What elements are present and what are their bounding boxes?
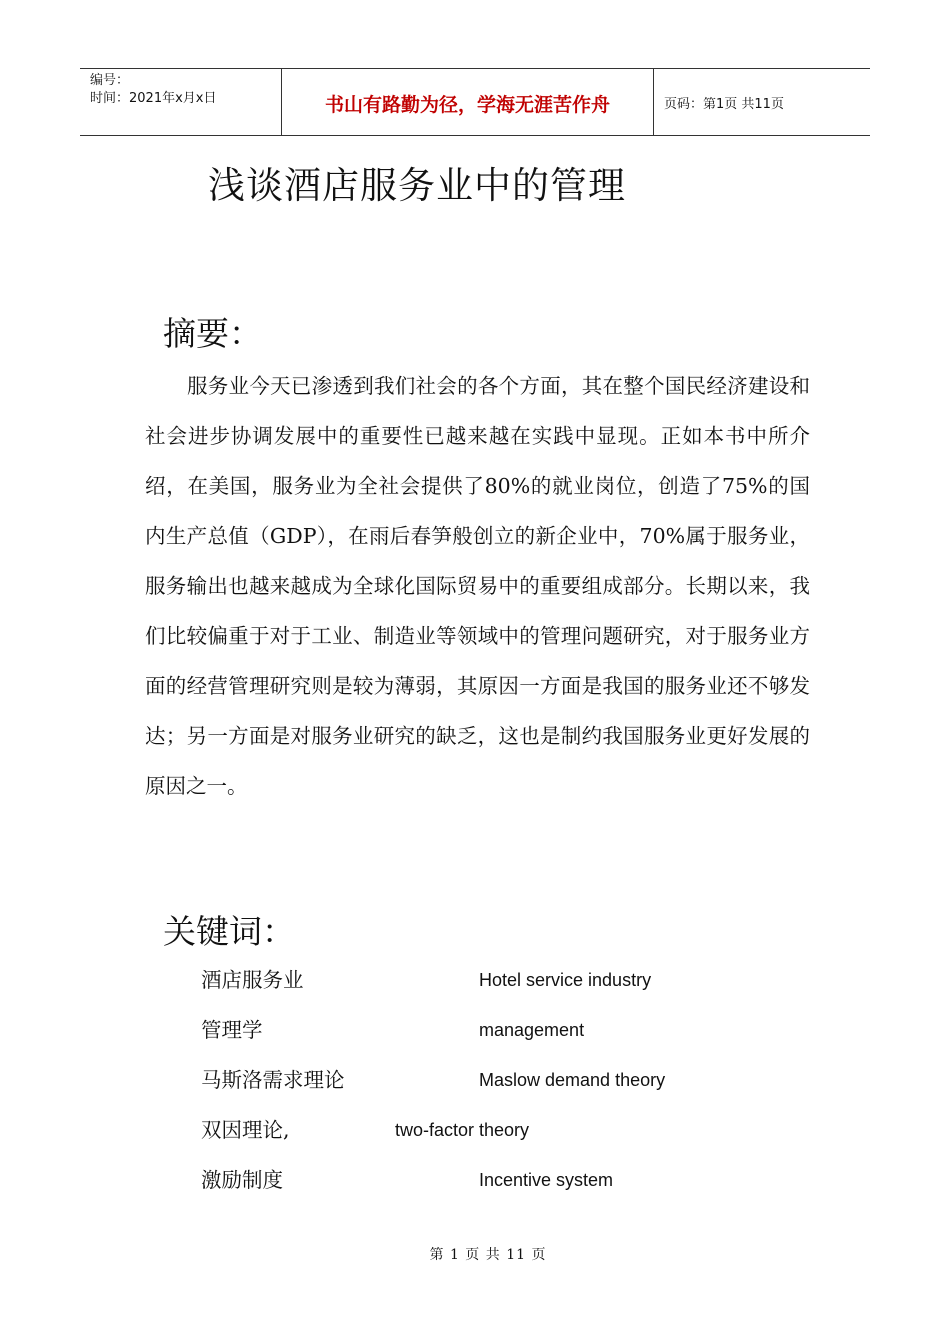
keyword-chinese: 激励制度 <box>201 1168 283 1192</box>
keyword-english: two-factor theory <box>395 1120 530 1140</box>
keyword-chinese: 酒店服务业 <box>201 968 304 992</box>
keyword-chinese: 马斯洛需求理论 <box>201 1068 345 1092</box>
page-footer: 第 1 页 共 11 页 <box>429 1247 547 1263</box>
keyword-chinese: 双因理论, <box>201 1118 290 1142</box>
document-title: 浅谈酒店服务业中的管理 <box>208 164 626 207</box>
keyword-row <box>0 962 950 998</box>
header-motto: 书山有路勤为径，学海无涯苦作舟 <box>282 69 654 135</box>
abstract-paragraph: 服务业今天已渗透到我们社会的各个方面，其在整个国民经济建设和社会进步协调发展中的重要性已越来越在实践中显现。正如本书中所介绍，在美国，服务业为全社会提供了80%的就业岗位，创造了75%的国内生产总值（GDP），在雨后春笋般创立的新企业中，70%属于服务业，服务输出也越来越成为全球化国际贸易中的重要组成部分。长期以来，我们比较偏重于对于工业、制造业等领域中的管理问题研究，对于服务业方面的经营管理研究则是较为薄弱，其原因一方面是我国的服务业还不够发达；另一方面是对服务业研究的缺乏，这也是制约我国服务业更好发展的原因之一。 <box>145 374 810 798</box>
keyword-row <box>0 1012 950 1048</box>
keyword-chinese: 管理学 <box>201 1018 263 1042</box>
date-line: 时间：2021年x月x日 <box>90 91 217 106</box>
keyword-row <box>0 1062 950 1098</box>
keyword-english: Hotel service industry <box>479 970 652 990</box>
header-table <box>80 68 870 136</box>
keywords-heading: 关键词： <box>163 912 295 951</box>
keyword-english: management <box>479 1020 585 1040</box>
header-meta-cell <box>80 69 282 135</box>
abstract-heading: 摘要： <box>163 314 262 353</box>
keyword-english: Maslow demand theory <box>479 1070 666 1090</box>
keyword-row <box>0 1162 950 1198</box>
keyword-row <box>0 1112 950 1148</box>
keyword-english: Incentive system <box>479 1170 614 1190</box>
serial-number-label: 编号： <box>90 73 130 88</box>
header-page-info: 页码：第1页 共11页 <box>664 97 784 112</box>
